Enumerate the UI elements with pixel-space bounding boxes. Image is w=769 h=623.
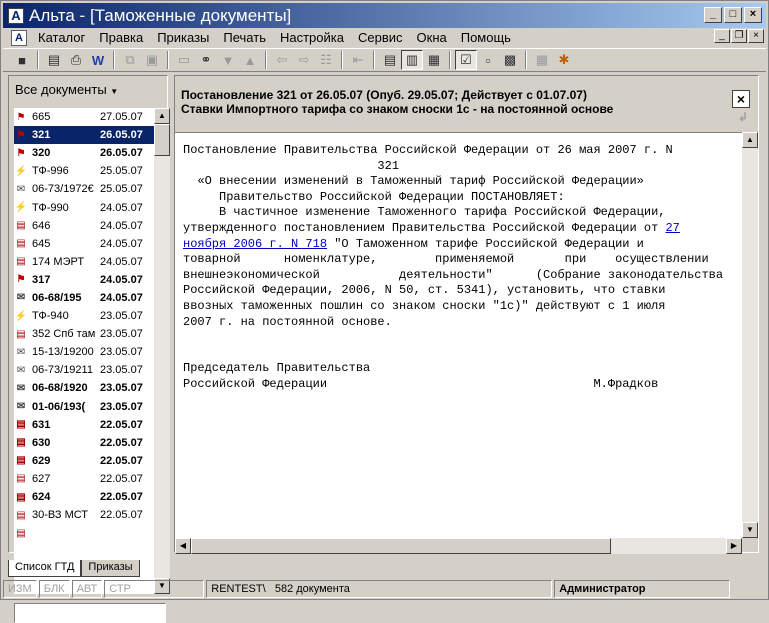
mdi-close-button[interactable]: × (748, 29, 764, 43)
doc-date: 22.05.07 (100, 472, 143, 485)
doc-number: 01-06/193( (32, 400, 86, 413)
close-button[interactable]: × (744, 7, 762, 23)
list-item[interactable] (14, 126, 154, 144)
menu-print[interactable]: Печать (223, 30, 266, 45)
text-line: Постановление Правительства Российской Федерации от 26 мая 2007 г. N (183, 143, 673, 157)
doc-red-icon: ▤ (16, 256, 26, 268)
doc-number: 629 (32, 454, 51, 467)
doc-date: 22.05.07 (100, 491, 143, 504)
doc-number: ТФ-996 (32, 165, 69, 178)
server-name: RENTEST\ (211, 583, 266, 595)
doc-number: 174 МЭРТ (32, 255, 85, 268)
doc-date: 22.05.07 (100, 454, 143, 467)
title-bar[interactable] (3, 3, 766, 28)
doc-date: 24.05.07 (100, 201, 143, 214)
list-item[interactable] (14, 379, 154, 397)
minimize-button[interactable]: _ (704, 7, 722, 23)
view-split-icon[interactable]: ▥ (401, 50, 423, 70)
doc-flag-icon: ⚑ (16, 129, 26, 141)
doc-date: 25.05.07 (100, 165, 143, 178)
text-line: 2007 г. на постоянной основе. (183, 314, 392, 329)
list-item[interactable] (14, 271, 154, 289)
text-line (183, 346, 742, 362)
menu-bar (3, 28, 766, 47)
lightning-icon: ⚡ (14, 310, 28, 322)
doc-number: 30-ВЗ МСТ (32, 509, 89, 522)
doc-red-icon: ▤ (16, 238, 26, 250)
text-line: товарной номенклатуре, применяемой при осуществлении (183, 252, 709, 267)
scroll-down-icon[interactable]: ▼ (154, 578, 170, 594)
doc-number: 06-68/195 (32, 291, 82, 304)
filter-label: Все документы (15, 82, 107, 97)
binoculars-icon[interactable]: ⚭ (200, 52, 212, 67)
doc-red-icon: ▤ (16, 491, 26, 503)
doc-red-icon: ▤ (16, 437, 26, 449)
doc-number: 665 (32, 111, 51, 124)
menu-orders[interactable]: Приказы (157, 30, 210, 45)
text-line (183, 221, 742, 237)
document-list[interactable] (14, 108, 154, 594)
text-line: Российской Федерации, 2006, N 50, ст. 5341), установить, что ставки (183, 283, 666, 298)
calc-icon[interactable]: ▩ (503, 52, 517, 67)
doc-date: 23.05.07 (100, 328, 143, 341)
doc-date: 26.05.07 (100, 129, 143, 142)
document-filter-dropdown[interactable] (15, 82, 118, 97)
doc-count: 582 документа (274, 583, 350, 595)
copy-icon[interactable]: ⧉ (125, 52, 135, 67)
list-item[interactable] (14, 506, 154, 524)
text-span: утвержденного постановлением Правительства Российской Федерации от (183, 220, 666, 235)
list-item[interactable] (14, 307, 154, 325)
doc-number: ТФ-990 (32, 201, 69, 214)
text-line: внешнеэкономической деятельности" (Собрание законодательства (183, 267, 724, 282)
doc-header-line2: Ставки Импортного тарифа со знаком сноски 1с - на постоянной основе (181, 102, 614, 116)
doc-flag-icon: ⚑ (16, 111, 26, 123)
doc-scroll-right-icon[interactable]: ▶ (726, 538, 742, 554)
status-avt: АВТ (72, 580, 103, 598)
status-izm: ИЗМ (3, 580, 37, 598)
doc-date: 27.05.07 (100, 111, 143, 124)
doc-date: 22.05.07 (100, 436, 143, 449)
doc-date: 22.05.07 (100, 509, 143, 522)
menu-catalog[interactable]: Каталог (38, 30, 86, 45)
mdi-restore-button[interactable]: ❐ (731, 29, 747, 43)
list-item[interactable] (14, 416, 154, 434)
doc-date: 24.05.07 (100, 219, 143, 232)
find-next-icon[interactable]: ▼ (221, 52, 235, 68)
maximize-button[interactable]: □ (724, 7, 742, 23)
lightning-icon: ⚡ (14, 165, 28, 177)
doc-red-icon: ▤ (16, 455, 26, 467)
view-doc-icon[interactable]: ▦ (427, 52, 441, 67)
list-item[interactable] (14, 289, 154, 307)
doc-scroll-down-icon[interactable]: ▼ (742, 522, 758, 538)
doc-number: 320 (32, 147, 51, 160)
doc-header-line1: Постановление 321 от 26.05.07 (Опуб. 29.05.07; Действует с 01.07.07) (181, 88, 587, 102)
view-list-icon[interactable]: ▤ (383, 52, 397, 67)
doc-date: 23.05.07 (100, 382, 143, 395)
envelope-icon: ✉ (16, 364, 26, 376)
doc-number: 624 (32, 491, 51, 504)
list-item[interactable] (14, 217, 154, 235)
doc-number: 321 (32, 129, 51, 142)
forward-arrow-icon[interactable]: ⇨ (298, 52, 310, 67)
app-icon: А (8, 8, 24, 24)
find-prev-icon[interactable]: ▲ (243, 52, 257, 68)
preview-icon[interactable]: ▤ (47, 52, 61, 67)
list-item[interactable] (14, 488, 154, 506)
list-scrollbar[interactable] (154, 108, 170, 594)
envelope-icon: ✉ (16, 382, 26, 394)
list-item[interactable] (14, 253, 154, 271)
document-header (175, 76, 758, 131)
tab-orders[interactable]: Приказы (81, 560, 139, 577)
status-bar (3, 580, 766, 598)
text-line (183, 330, 742, 346)
doc-flag-icon: ⚑ (16, 147, 26, 159)
list-item[interactable] (14, 343, 154, 361)
doc-number: 06-73/19211 (32, 364, 93, 377)
doc-number: 630 (32, 436, 51, 449)
doc-red-icon: ▤ (16, 328, 26, 340)
status-server (206, 580, 552, 598)
list-item[interactable] (14, 108, 154, 126)
status-str: СТР (104, 580, 204, 598)
doc-vscroll[interactable] (742, 132, 758, 538)
window-title: Альта - [Таможенные документы] (29, 6, 292, 25)
text-line: В частичное изменение Таможенного тарифа Российской Федерации, (183, 205, 666, 220)
envelope-icon: ✉ (16, 401, 26, 413)
tab-gtd-list[interactable]: Список ГТД (8, 560, 81, 577)
doc-date: 24.05.07 (100, 273, 143, 286)
menu-service[interactable]: Сервис (357, 30, 403, 45)
list-item[interactable] (14, 198, 154, 216)
list-item[interactable] (14, 434, 154, 452)
doc-date: 24.05.07 (100, 237, 143, 250)
menu-windows[interactable]: Окна (416, 30, 447, 45)
print-icon[interactable]: ⎙ (70, 52, 82, 67)
list-item[interactable] (14, 144, 154, 162)
doc-date: 26.05.07 (100, 147, 143, 160)
list-item[interactable] (14, 524, 154, 542)
doc-number: ТФ-940 (32, 310, 69, 323)
checklist-icon[interactable]: ☑ (455, 50, 477, 70)
doc-date: 25.05.07 (100, 183, 143, 196)
doc-flag-icon: ⚑ (16, 274, 26, 286)
close-doc-icon[interactable]: × (732, 90, 750, 108)
doc-number: 06-73/1972€ (32, 183, 94, 196)
doc-number: 631 (32, 418, 51, 431)
lightning-icon: ⚡ (14, 202, 28, 214)
chevron-down-icon: ▼ (110, 87, 119, 96)
text-line: Правительство Российской Федерации ПОСТАНОВЛЯЕТ: (183, 189, 565, 204)
doc-red-icon: ▤ (16, 220, 26, 232)
doc-number: 627 (32, 472, 51, 485)
list-item[interactable] (14, 162, 154, 180)
menu-settings[interactable]: Настройка (279, 30, 344, 45)
mdi-minimize-button[interactable]: _ (714, 29, 730, 43)
list-item[interactable] (14, 470, 154, 488)
doc-date: 23.05.07 (100, 364, 143, 377)
scroll-up-icon[interactable]: ▲ (154, 108, 170, 124)
text-line: Российской Федерации М.Фрадков (183, 376, 659, 391)
list-item[interactable] (14, 452, 154, 470)
doc-hscroll[interactable] (175, 538, 742, 554)
doc-red-icon: ▤ (16, 527, 26, 539)
doc-link[interactable]: ноября 2006 г. N 718 (183, 236, 328, 251)
list-item[interactable] (14, 325, 154, 343)
envelope-icon: ✉ (16, 292, 26, 304)
document-viewer (174, 75, 759, 553)
list-item[interactable] (14, 398, 154, 416)
doc-number: 317 (32, 273, 51, 286)
doc-red-icon: ▤ (16, 473, 26, 485)
envelope-icon: ✉ (16, 346, 26, 358)
wand-icon[interactable]: ✱ (558, 52, 570, 67)
status-user: Администратор (554, 580, 730, 598)
doc-number: 645 (32, 237, 51, 250)
word-icon[interactable]: W (91, 52, 105, 68)
doc-scroll-left-icon[interactable]: ◀ (175, 538, 191, 554)
tab-strip (8, 560, 140, 578)
list-item[interactable] (14, 180, 154, 198)
doc-date: 22.05.07 (100, 418, 143, 431)
status-blk: БЛК (39, 580, 70, 598)
toolbar (3, 48, 766, 72)
return-icon[interactable]: ⇤ (352, 52, 364, 67)
text-line: ввозных таможенных пошлин со знаком сноски "1с)" действуют с 1 июля (183, 298, 666, 313)
doc-number: 06-68/1920 (32, 382, 88, 395)
doc-date: 24.05.07 (100, 255, 143, 268)
doc-red-icon: ▤ (16, 419, 26, 431)
text-line: Председатель Правительства (183, 361, 371, 376)
doc-date: 24.05.07 (100, 291, 143, 304)
text-line (183, 237, 742, 253)
quick-search-input[interactable] (14, 603, 166, 623)
text-line: 321 (183, 158, 400, 173)
list-item[interactable] (14, 235, 154, 253)
tree-icon[interactable]: ☷ (320, 52, 332, 67)
envelope-icon: ✉ (16, 183, 26, 195)
doc-hscroll-thumb[interactable] (191, 538, 611, 554)
doc-number: 352 Спб там (32, 328, 96, 341)
menu-help[interactable]: Помощь (460, 30, 511, 45)
text-line: «О внесении изменений в Таможенный тариф Российской Федерации» (183, 174, 644, 189)
doc-number: 15-13/19200 (32, 346, 94, 359)
doc-date: 23.05.07 (100, 400, 143, 413)
return-arrow-icon[interactable]: ↲ (737, 110, 748, 124)
find-doc-icon[interactable]: ▭ (177, 52, 191, 67)
list-item[interactable] (14, 361, 154, 379)
doc-date: 23.05.07 (100, 310, 143, 323)
save-doc-icon[interactable]: ▫ (485, 52, 491, 68)
menu-edit[interactable]: Правка (99, 30, 144, 45)
text-span: "О Таможенном тарифе Российской Федерации и (327, 236, 644, 251)
back-arrow-icon[interactable]: ⇦ (276, 52, 288, 67)
calendar-icon[interactable]: ▦ (535, 52, 549, 67)
doc-link[interactable]: 27 (665, 220, 680, 235)
doc-number: 646 (32, 219, 51, 232)
document-text (175, 132, 742, 538)
doc-red-icon: ▤ (16, 509, 26, 521)
document-menu-icon[interactable]: А (11, 30, 27, 46)
doc-date: 23.05.07 (100, 346, 143, 359)
doc-scroll-up-icon[interactable]: ▲ (742, 132, 758, 148)
save-icon[interactable]: ■ (18, 52, 26, 68)
paste-icon[interactable]: ▣ (145, 52, 159, 67)
scroll-thumb[interactable] (154, 124, 170, 156)
